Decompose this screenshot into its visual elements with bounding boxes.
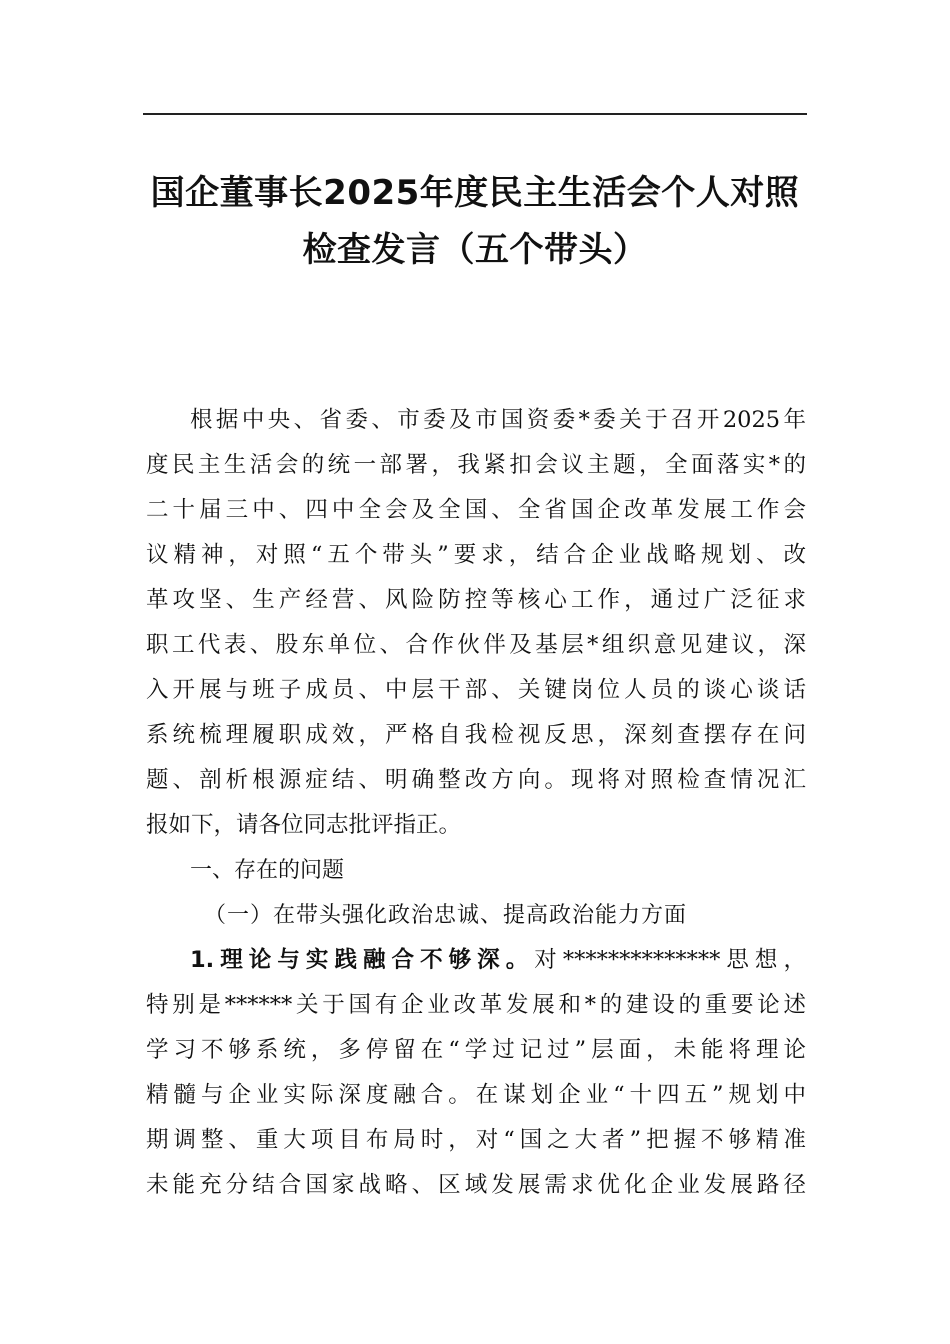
item1-lead: 1.理论与实践融合不够深。	[190, 947, 535, 973]
document-body	[146, 398, 806, 1208]
intro-line-10: 报如下，请各位同志批评指正。	[146, 812, 462, 838]
section-heading-problems: 一、存在的问题	[190, 858, 345, 883]
intro-line-3: 二十届三中、四中全会及全国、全省国企改革发展工作会	[146, 497, 806, 523]
intro-line-5: 革攻坚、生产经营、风险防控等核心工作，通过广泛征求	[146, 587, 806, 613]
intro-line-7: 入开展与班子成员、中层干部、关键岗位人员的谈心谈话	[146, 677, 806, 703]
header-rule	[143, 113, 807, 115]
item1-line-2: 特别是******关于国有企业改革发展和*的建设的重要论述	[146, 992, 806, 1018]
item1-line-5: 期调整、重大项目布局时，对“国之大者”把握不够精准	[146, 1127, 806, 1153]
intro-line-8: 系统梳理履职成效，严格自我检视反思，深刻查摆存在问	[146, 722, 806, 748]
intro-line-1: 根据中央、省委、市委及市国资委*委关于召开2025年	[190, 407, 806, 433]
document-title	[120, 165, 830, 279]
title-line-1: 国企董事长2025年度民主生活会个人对照	[150, 173, 800, 213]
item1-first-rest: 对**************思想，	[534, 947, 806, 973]
item1-line-6: 未能充分结合国家战略、区域发展需求优化企业发展路径	[146, 1172, 806, 1198]
item1-line-4: 精髓与企业实际深度融合。在谋划企业“十四五”规划中	[146, 1082, 806, 1108]
intro-line-9: 题、剖析根源症结、明确整改方向。现将对照检查情况汇	[146, 767, 806, 793]
title-line-2: 检查发言（五个带头）	[302, 230, 648, 270]
intro-line-4: 议精神，对照“五个带头”要求，结合企业战略规划、改	[146, 542, 806, 568]
subsection-heading-political: （一）在带头强化政治忠诚、提高政治能力方面	[204, 903, 688, 928]
item1-first-line	[146, 938, 806, 983]
intro-line-6: 职工代表、股东单位、合作伙伴及基层*组织意见建议，深	[146, 632, 806, 658]
intro-line-2: 度民主生活会的统一部署，我紧扣会议主题，全面落实*的	[146, 452, 806, 478]
item1-line-3: 学习不够系统，多停留在“学过记过”层面，未能将理论	[146, 1037, 806, 1063]
